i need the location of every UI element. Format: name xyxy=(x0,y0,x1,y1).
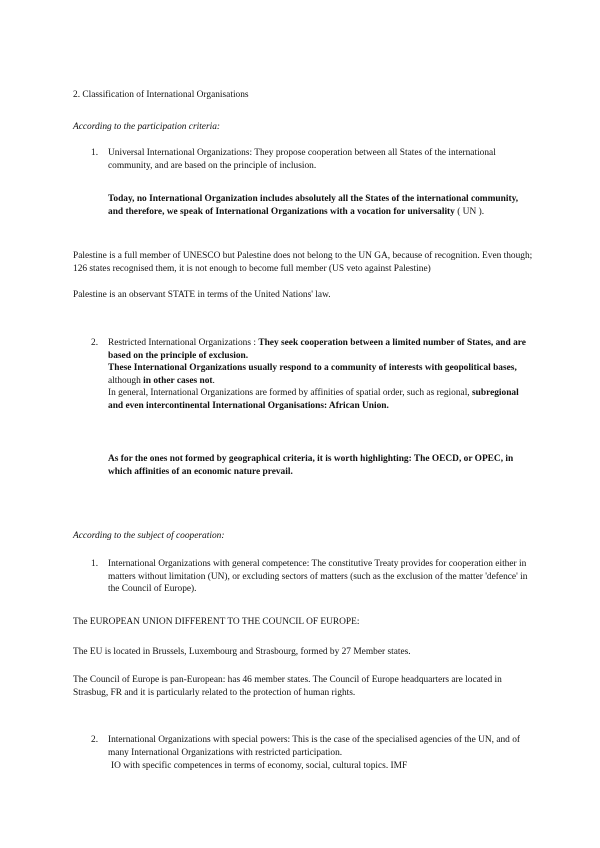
list-number: 2. xyxy=(91,338,99,348)
restricted-period: . xyxy=(212,375,215,386)
list-number: 1. xyxy=(91,559,99,569)
restricted-intro: Restricted International Organizations : xyxy=(108,338,259,348)
universality-bold-text: Today, no International Organization includes absolutely all the States of the international community, and therefore, we speak of International Organizations with a vocation for universality xyxy=(108,194,519,217)
restricted-bold-3: in other cases not xyxy=(143,375,213,386)
eu-heading: The EUROPEAN UNION DIFFERENT TO THE COUNCIL OF EUROPE: xyxy=(73,617,360,627)
list-number: 1. xyxy=(91,148,99,158)
restricted-general-bold: subregional and even intercontinental International Organisations: African Union. xyxy=(108,388,519,411)
palestine-paragraph: Palestine is a full member of UNESCO but Palestine does not belong to the UN GA, because of recognition. Even though; 126 states recognised them, it is not enough to become full member (US veto against Palestine) xyxy=(73,251,533,274)
restricted-normal-2: although xyxy=(108,375,144,386)
restricted-general-text: In general, International Organizations are formed by affinities of spatial order, such as regional, xyxy=(108,388,472,399)
universality-suffix: ( UN ). xyxy=(454,206,485,217)
general-competence-paragraph: International Organizations with general competence: The constitutive Treaty provides for cooperation either in matters without limitation (UN), or excluding sectors of matters (such as the exclusion of the matter 'defence' in the Council of Europe). xyxy=(108,559,528,595)
subject-cooperation-heading: According to the subject of cooperation: xyxy=(73,531,225,541)
restricted-io-paragraph xyxy=(108,337,534,413)
eu-paragraph: The EU is located in Brussels, Luxembourg and Strasbourg, formed by 27 Member states. xyxy=(73,647,411,657)
council-of-europe-paragraph: The Council of Europe is pan-European: has 46 member states. The Council of Europe headquarters are located in Strasbug, FR and it is particularly related to the protection of human rights. xyxy=(73,675,502,698)
universal-io-paragraph: Universal International Organizations: They propose cooperation between all States of the international community, and are based on the principle of inclusion. xyxy=(108,148,496,171)
universality-paragraph xyxy=(108,193,534,218)
participation-criteria-heading: According to the participation criteria: xyxy=(73,122,221,132)
palestine-observer-paragraph: Palestine is an observant STATE in terms of the United Nations' law. xyxy=(73,290,331,300)
restricted-bold-1: They seek cooperation between a limited number of States, and are based on the principle of exclusion. xyxy=(108,338,526,361)
list-number: 2. xyxy=(91,735,99,745)
special-powers-paragraph: International Organizations with special powers: This is the case of the specialised agencies of the UN, and of many International Organizations with restricted participation. xyxy=(108,735,521,758)
restricted-bold-2: These International Organizations usually respond to a community of interests with geopolitical bases, xyxy=(108,363,517,374)
section-heading: 2. Classification of International Organisations xyxy=(73,90,249,100)
oecd-paragraph: As for the ones not formed by geographical criteria, it is worth highlighting: The OECD, or OPEC, in which affinities of an economic nature prevail. xyxy=(108,454,514,477)
specific-competences-line: IO with specific competences in terms of economy, social, cultural topics. IMF xyxy=(111,761,408,771)
